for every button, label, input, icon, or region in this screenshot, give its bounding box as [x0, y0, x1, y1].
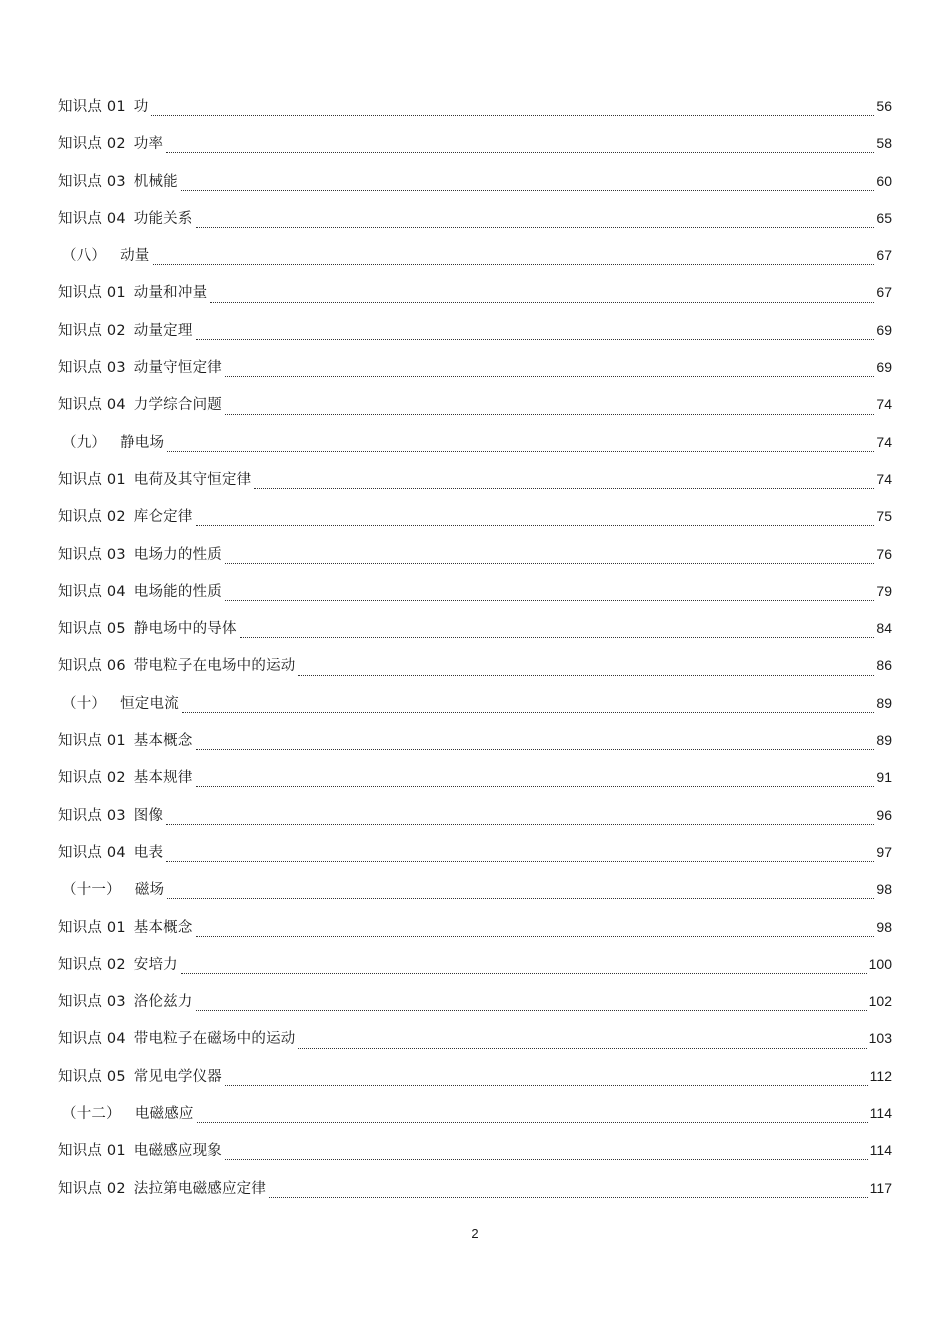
toc-dot-leader: [196, 749, 875, 750]
toc-entry-title: 常见电学仪器: [133, 1068, 222, 1085]
toc-entry-title: 电表: [133, 844, 164, 861]
toc-item-entry[interactable]: [58, 204, 892, 241]
toc-dot-leader: [254, 488, 874, 489]
toc-entry-title: 动量: [120, 248, 150, 265]
toc-entry-label: [58, 988, 193, 1016]
toc-entry-prefix: 知识点 01: [58, 471, 126, 488]
toc-dot-leader: [181, 190, 875, 191]
toc-entry-label: [58, 279, 207, 307]
toc-entry-title: 功能关系: [133, 210, 193, 227]
toc-entry-prefix: 知识点 03: [58, 173, 126, 190]
toc-entry-label: [58, 727, 193, 755]
toc-entry-page: 67: [876, 247, 892, 264]
toc-entry-page: 84: [876, 620, 892, 637]
toc-entry-prefix: 知识点 01: [58, 733, 126, 750]
toc-entry-title: 电荷及其守恒定律: [133, 471, 252, 488]
toc-dot-leader: [225, 1159, 868, 1160]
toc-item-entry[interactable]: [58, 577, 892, 614]
toc-entry-title: 动量和冲量: [133, 285, 208, 302]
toc-entry-title: 基本概念: [133, 919, 193, 936]
toc-dot-leader: [197, 1122, 868, 1123]
toc-entry-prefix: 知识点 04: [58, 210, 126, 227]
toc-entry-title: 带电粒子在电场中的运动: [133, 658, 296, 675]
table-of-contents: [58, 92, 892, 1211]
toc-entry-prefix: （十二）: [62, 1106, 121, 1123]
toc-entry-label: [58, 914, 193, 942]
toc-entry-title: 恒定电流: [120, 695, 179, 712]
toc-entry-page: 114: [869, 1105, 892, 1122]
toc-entry-page: 75: [876, 508, 892, 525]
toc-dot-leader: [166, 861, 874, 862]
toc-entry-label: [58, 1100, 194, 1128]
toc-dot-leader: [151, 115, 874, 116]
toc-item-entry[interactable]: [58, 838, 892, 875]
toc-dot-leader: [225, 414, 874, 415]
toc-item-entry[interactable]: [58, 353, 892, 390]
toc-entry-page: 102: [868, 993, 892, 1010]
toc-chapter-entry[interactable]: [58, 1099, 892, 1136]
toc-dot-leader: [225, 563, 874, 564]
toc-dot-leader: [166, 824, 874, 825]
toc-entry-title: 电磁感应现象: [133, 1143, 222, 1160]
toc-entry-prefix: 知识点 02: [58, 322, 126, 339]
toc-entry-label: [58, 615, 237, 643]
toc-entry-label: [58, 1175, 266, 1203]
toc-entry-page: 114: [869, 1142, 892, 1159]
toc-entry-page: 56: [876, 98, 892, 114]
toc-entry-label: [58, 876, 164, 904]
toc-entry-prefix: 知识点 03: [58, 994, 126, 1011]
toc-entry-title: 静电场中的导体: [133, 621, 237, 638]
toc-entry-title: 力学综合问题: [133, 397, 222, 414]
toc-entry-prefix: 知识点 06: [58, 658, 126, 675]
toc-item-entry[interactable]: [58, 726, 892, 763]
toc-entry-label: [58, 652, 295, 680]
toc-entry-label: [58, 764, 193, 792]
toc-entry-prefix: 知识点 04: [58, 583, 126, 600]
toc-item-entry[interactable]: [58, 987, 892, 1024]
toc-dot-leader: [196, 786, 875, 787]
toc-entry-page: 103: [868, 1030, 892, 1047]
toc-entry-title: 洛伦兹力: [133, 994, 193, 1011]
toc-entry-title: 功率: [133, 136, 164, 153]
toc-entry-page: 89: [876, 732, 892, 749]
toc-entry-prefix: （八）: [62, 248, 107, 265]
toc-entry-label: [58, 1025, 295, 1053]
toc-entry-label: [58, 503, 193, 531]
toc-dot-leader: [240, 637, 875, 638]
toc-entry-page: 65: [876, 209, 892, 226]
toc-entry-title: 法拉第电磁感应定律: [133, 1180, 267, 1197]
toc-dot-leader: [166, 152, 874, 153]
toc-chapter-entry[interactable]: [58, 428, 892, 465]
toc-entry-page: 79: [876, 582, 892, 599]
toc-entry-label: [58, 951, 178, 979]
toc-entry-prefix: 知识点 04: [58, 397, 126, 414]
toc-chapter-entry[interactable]: [58, 241, 892, 278]
toc-item-entry[interactable]: [58, 465, 892, 502]
toc-entry-page: 86: [876, 657, 892, 674]
toc-entry-label: [58, 354, 222, 382]
toc-dot-leader: [196, 936, 875, 937]
toc-dot-leader: [225, 600, 874, 601]
toc-entry-page: 69: [876, 321, 892, 338]
toc-entry-label: [58, 391, 222, 419]
toc-entry-label: [58, 578, 222, 606]
toc-item-entry[interactable]: [58, 1174, 892, 1211]
toc-entry-label: [58, 317, 193, 345]
toc-dot-leader: [196, 227, 875, 228]
toc-entry-prefix: 知识点 05: [58, 621, 126, 638]
toc-item-entry[interactable]: [58, 129, 892, 166]
toc-entry-title: 库仑定律: [133, 509, 193, 526]
toc-entry-title: 带电粒子在磁场中的运动: [133, 1031, 296, 1048]
toc-entry-page: 76: [876, 545, 892, 562]
toc-entry-label: [58, 802, 163, 830]
toc-item-entry[interactable]: [58, 390, 892, 427]
toc-dot-leader: [182, 712, 875, 713]
toc-dot-leader: [225, 1085, 868, 1086]
toc-dot-leader: [298, 1048, 866, 1049]
toc-entry-page: 96: [876, 806, 892, 823]
toc-entry-title: 磁场: [134, 882, 165, 899]
toc-entry-page: 98: [876, 918, 892, 935]
toc-item-entry[interactable]: [58, 913, 892, 950]
toc-entry-label: [58, 1063, 222, 1091]
toc-dot-leader: [196, 339, 875, 340]
toc-entry-page: 60: [876, 172, 892, 189]
toc-entry-label: [58, 205, 193, 233]
toc-entry-page: 74: [876, 433, 892, 450]
toc-item-entry[interactable]: [58, 614, 892, 651]
toc-dot-leader: [181, 973, 867, 974]
toc-entry-prefix: 知识点 02: [58, 770, 126, 787]
toc-entry-prefix: （九）: [62, 434, 107, 451]
toc-entry-prefix: 知识点 02: [58, 136, 126, 153]
toc-item-entry[interactable]: [58, 763, 892, 800]
toc-entry-label: [58, 541, 222, 569]
toc-entry-page: 117: [869, 1179, 892, 1196]
toc-entry-prefix: 知识点 02: [58, 956, 126, 973]
toc-item-entry[interactable]: [58, 801, 892, 838]
toc-entry-prefix: 知识点 05: [58, 1068, 126, 1085]
toc-entry-prefix: 知识点 01: [58, 919, 126, 936]
toc-item-entry[interactable]: [58, 950, 892, 987]
page-number: 2: [471, 1226, 479, 1241]
toc-item-entry[interactable]: [58, 502, 892, 539]
toc-entry-prefix: （十）: [62, 695, 107, 712]
toc-entry-label: [58, 839, 163, 867]
toc-item-entry[interactable]: [58, 540, 892, 577]
toc-item-entry[interactable]: [58, 1062, 892, 1099]
toc-entry-prefix: 知识点 01: [58, 285, 126, 302]
toc-entry-prefix: 知识点 03: [58, 360, 126, 377]
toc-entry-label: [58, 242, 150, 270]
toc-entry-label: [58, 429, 164, 457]
toc-entry-prefix: 知识点 01: [58, 99, 126, 115]
toc-dot-leader: [153, 264, 875, 265]
toc-entry-page: 74: [876, 470, 892, 487]
toc-entry-label: [58, 1137, 222, 1165]
toc-entry-page: 74: [876, 396, 892, 413]
toc-dot-leader: [196, 1010, 867, 1011]
toc-entry-prefix: 知识点 04: [58, 844, 126, 861]
toc-entry-prefix: 知识点 01: [58, 1143, 126, 1160]
toc-entry-page: 58: [876, 135, 892, 152]
toc-dot-leader: [196, 525, 875, 526]
toc-entry-label: [58, 93, 148, 121]
toc-entry-title: 电场力的性质: [133, 546, 222, 563]
toc-dot-leader: [298, 675, 874, 676]
toc-entry-page: 98: [876, 881, 892, 898]
toc-dot-leader: [269, 1197, 868, 1198]
toc-entry-title: 功: [133, 99, 149, 115]
toc-entry-label: [58, 130, 163, 158]
toc-entry-page: 100: [868, 955, 892, 972]
toc-entry-page: 67: [876, 284, 892, 301]
toc-dot-leader: [210, 302, 874, 303]
toc-dot-leader: [167, 451, 874, 452]
toc-dot-leader: [167, 898, 874, 899]
toc-item-entry[interactable]: [58, 316, 892, 353]
toc-entry-label: [58, 690, 179, 718]
toc-chapter-entry[interactable]: [58, 875, 892, 912]
toc-entry-prefix: 知识点 03: [58, 546, 126, 563]
toc-item-entry[interactable]: [58, 1136, 892, 1173]
toc-entry-page: 89: [876, 694, 892, 711]
toc-entry-prefix: 知识点 03: [58, 807, 126, 824]
toc-chapter-entry[interactable]: [58, 689, 892, 726]
toc-item-entry[interactable]: [58, 167, 892, 204]
toc-item-entry[interactable]: [58, 1024, 892, 1061]
toc-entry-title: 电磁感应: [134, 1106, 194, 1123]
toc-entry-title: 电场能的性质: [133, 583, 222, 600]
toc-entry-title: 机械能: [133, 173, 178, 190]
toc-entry-title: 图像: [133, 807, 164, 824]
toc-entry-label: [58, 466, 251, 494]
toc-entry-prefix: 知识点 02: [58, 1180, 126, 1197]
toc-entry-page: 91: [876, 769, 892, 786]
toc-entry-title: 基本规律: [133, 770, 193, 787]
toc-entry-title: 静电场: [120, 434, 165, 451]
toc-entry-prefix: （十一）: [62, 882, 121, 899]
toc-dot-leader: [225, 376, 874, 377]
toc-entry-prefix: 知识点 02: [58, 509, 126, 526]
toc-item-entry[interactable]: [58, 278, 892, 315]
toc-item-entry[interactable]: [58, 92, 892, 129]
toc-entry-page: 69: [876, 359, 892, 376]
toc-entry-page: 97: [876, 843, 892, 860]
toc-entry-title: 基本概念: [133, 733, 193, 750]
toc-entry-title: 动量定理: [133, 322, 193, 339]
toc-entry-title: 动量守恒定律: [133, 360, 222, 377]
toc-entry-label: [58, 168, 178, 196]
toc-item-entry[interactable]: [58, 651, 892, 688]
toc-entry-title: 安培力: [133, 956, 178, 973]
toc-entry-page: 112: [869, 1067, 892, 1084]
toc-entry-prefix: 知识点 04: [58, 1031, 126, 1048]
